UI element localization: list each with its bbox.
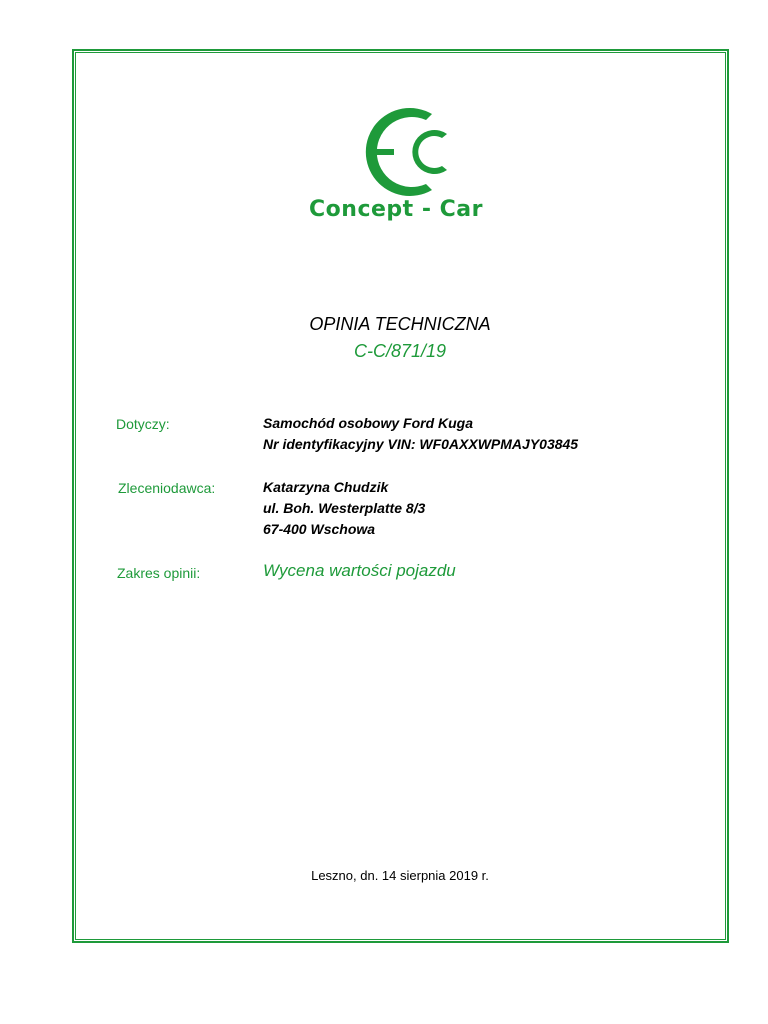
zleceniodawca-value — [263, 477, 425, 540]
zakres-value: Wycena wartości pojazdu — [263, 561, 456, 580]
document-title: OPINIA TECHNICZNA — [309, 314, 491, 334]
concept-car-logo-icon — [350, 104, 456, 200]
zleceniodawca-line-1: Katarzyna Chudzik — [263, 479, 389, 495]
brand-name: Concept - Car — [309, 197, 483, 222]
dotyczy-line-1: Samochód osobowy Ford Kuga — [263, 415, 474, 431]
zleceniodawca-line-3: 67-400 Wschowa — [263, 521, 376, 537]
dotyczy-label: Dotyczy: — [116, 416, 170, 432]
dotyczy-line-2: Nr identyfikacyjny VIN: WF0AXXWPMAJY03845 — [263, 436, 579, 452]
zleceniodawca-label: Zleceniodawca: — [118, 480, 216, 496]
place-date: Leszno, dn. 14 sierpnia 2019 r. — [311, 868, 489, 883]
document-number: C-C/871/19 — [353, 341, 447, 361]
dotyczy-value — [263, 413, 578, 455]
zakres-label: Zakres opinii: — [117, 565, 201, 581]
zleceniodawca-line-2: ul. Boh. Westerplatte 8/3 — [263, 500, 426, 516]
